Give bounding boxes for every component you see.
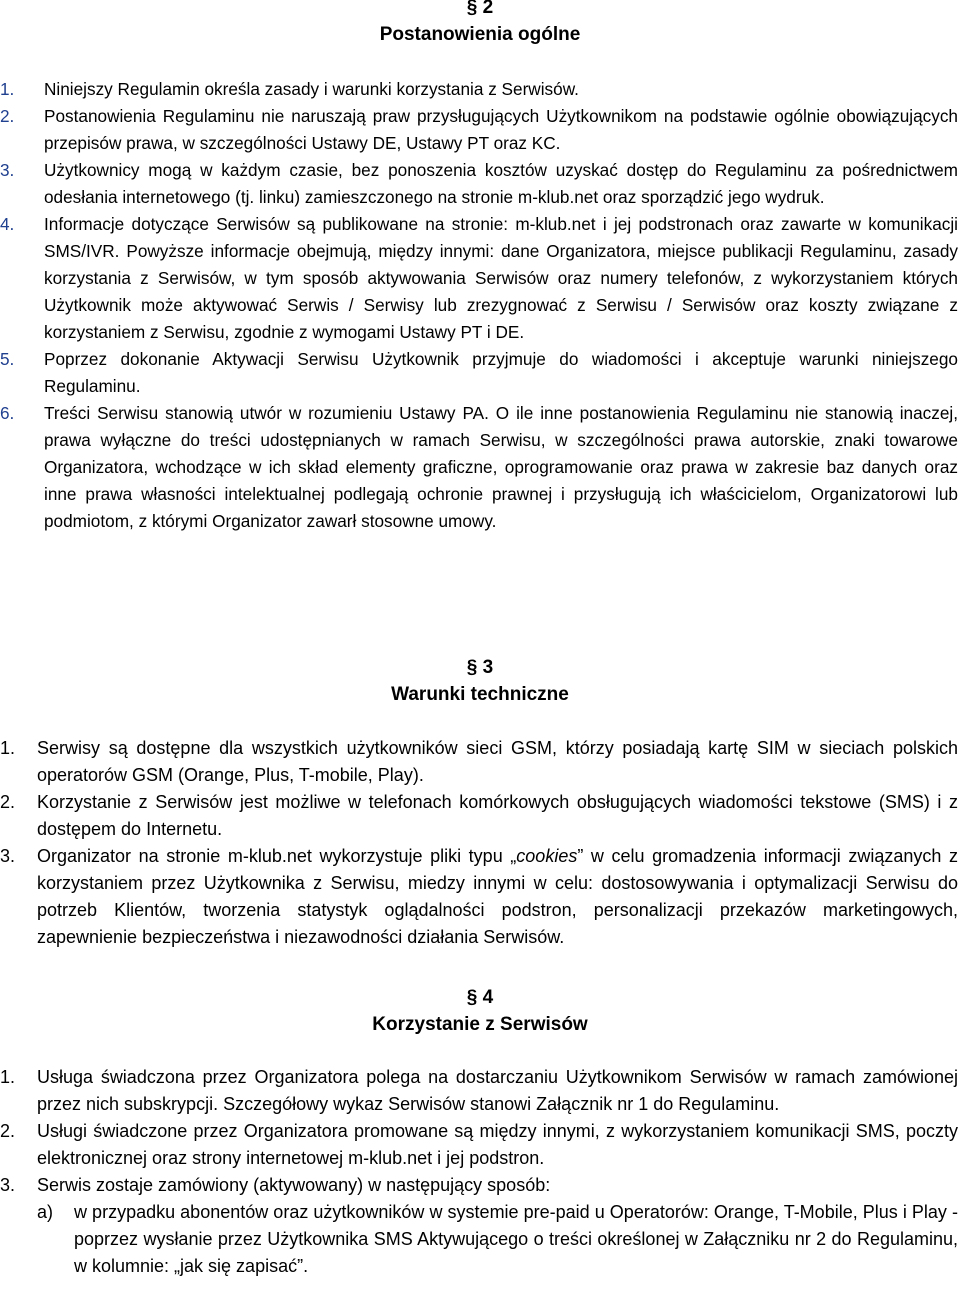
item-number: 5. (0, 349, 15, 369)
sub-item-marker: a) (37, 1202, 54, 1222)
item-number: 2. (0, 792, 16, 812)
section-number: § 3 (466, 657, 494, 678)
item-text-after: ” w celu gromadzenia informacji związanych z korzystaniem przez Użytkownika z Serwisu, miedzy innymi w celu: dostosowywania i optymalizacji Serwisu do potrzeb Klientów, tworzenia statystyk oglądalności podstron, personalizacji przekazów marketingowych, zapewnienie bezpieczeństwa i niezawodności działania Serwisów. (37, 846, 958, 947)
item-number: 6. (0, 403, 15, 423)
item-text-italic: cookies (516, 846, 578, 866)
item-number: 2. (0, 106, 15, 126)
item-text: Informacje dotyczące Serwisów są publikowane na stronie: m-klub.net i jej podstronach oraz zawarte w komunikacji SMS/IVR. Powyższe informacje obejmują, między innymi: dane Organizatora, miejsce publikacji Regulaminu, zasady korzystania z Serwisów, w tym sposób aktywowania Serwisów oraz numery telefonów, z wykorzystaniem których Użytkownik może aktywować Serwis / Serwisy lub zrezygnować z Serwisu / Serwisów oraz koszty związane z korzystaniem z Serwisu, zgodnie z wymogami Ustawy PT i DE. (44, 214, 958, 342)
list-item (0, 103, 958, 157)
section-4-list (0, 1064, 958, 1280)
list-item (0, 1172, 958, 1280)
item-text: Serwisy są dostępne dla wszystkich użytkowników sieci GSM, którzy posiadają kartę SIM w sieciach polskich operatorów GSM (Orange, Plus, T-mobile, Play). (37, 738, 958, 785)
list-item (0, 789, 958, 843)
item-text: Postanowienia Regulaminu nie naruszają praw przysługujących Użytkownikom na podstawie ogólnie obowiązujących przepisów prawa, w szczególności Ustawy DE, Ustawy PT oraz KC. (44, 106, 958, 153)
sub-list-item (37, 1199, 958, 1280)
section-title: Korzystanie z Serwisów (372, 1014, 588, 1035)
item-text: Użytkownicy mogą w każdym czasie, bez ponoszenia kosztów uzyskać dostęp do Regulaminu za pośrednictwem odesłania internetowego (tj. linku) zamieszczonego na stronie m-klub.net oraz sporządzić jego wydruk. (44, 160, 958, 207)
section-2-heading (0, 0, 960, 48)
item-number: 1. (0, 1067, 16, 1087)
item-number: 2. (0, 1121, 16, 1141)
list-item (0, 157, 958, 211)
list-item (0, 1064, 958, 1118)
item-number: 3. (0, 846, 16, 866)
item-text: Usługa świadczona przez Organizatora polega na dostarczaniu Użytkownikom Serwisów w ramach zamówionej przez nich subskrypcji. Szczegółowy wykaz Serwisów stanowi Załącznik nr 1 do Regulaminu. (37, 1067, 958, 1114)
section-number: § 4 (466, 987, 494, 1008)
item-text: Korzystanie z Serwisów jest możliwe w telefonach komórkowych obsługujących wiadomości tekstowe (SMS) i z dostępem do Internetu. (37, 792, 958, 839)
list-item (0, 400, 958, 535)
list-item (0, 211, 958, 346)
section-2-list (0, 76, 958, 535)
sub-item-text: w przypadku abonentów oraz użytkowników w systemie pre-paid u Operatorów: Orange, T-Mobile, Plus i Play - poprzez wysłanie przez Użytkownika SMS Aktywującego o treści określonej w Załączniku nr 2 do Regulaminu, w kolumnie: „jak się zapisać”. (74, 1202, 958, 1276)
item-text: Serwis zostaje zamówiony (aktywowany) w następujący sposób: (37, 1175, 551, 1195)
section-3-heading (0, 654, 960, 708)
item-text: Usługi świadczone przez Organizatora promowane są między innymi, z wykorzystaniem komunikacji SMS, poczty elektronicznej oraz strony internetowej m-klub.net i jej podstron. (37, 1121, 958, 1168)
item-text-before: Organizator na stronie m-klub.net wykorzystuje pliki typu „ (37, 846, 517, 866)
list-item (0, 1118, 958, 1172)
section-4-heading (0, 984, 960, 1038)
item-text: Niniejszy Regulamin określa zasady i warunki korzystania z Serwisów. (44, 79, 579, 99)
section-title: Warunki techniczne (391, 684, 569, 705)
section-3-list (0, 735, 958, 951)
item-number: 3. (0, 1175, 16, 1195)
item-number: 4. (0, 214, 15, 234)
section-title: Postanowienia ogólne (379, 24, 581, 45)
list-item (0, 843, 958, 951)
item-number: 1. (0, 738, 16, 758)
list-item (0, 735, 958, 789)
section-number: § 2 (466, 0, 494, 18)
list-item (0, 76, 958, 103)
item-number: 1. (0, 79, 15, 99)
item-text: Poprzez dokonanie Aktywacji Serwisu Użytkownik przyjmuje do wiadomości i akceptuje warunki niniejszego Regulaminu. (44, 349, 958, 396)
list-item (0, 346, 958, 400)
item-text: Treści Serwisu stanowią utwór w rozumieniu Ustawy PA. O ile inne postanowienia Regulaminu nie stanowią inaczej, prawa wyłączne do treści udostępnianych w ramach Serwisu, w szczególności prawa autorskie, znaki towarowe Organizatora, wchodzące w ich skład elementy graficzne, oprogramowanie oraz prawa w zakresie baz danych oraz inne prawa własności intelektualnej podlegają ochronie prawnej i przysługują ich właścicielom, Organizatorowi lub podmiotom, z którymi Organizator zawarł stosowne umowy. (44, 403, 958, 531)
item-number: 3. (0, 160, 15, 180)
